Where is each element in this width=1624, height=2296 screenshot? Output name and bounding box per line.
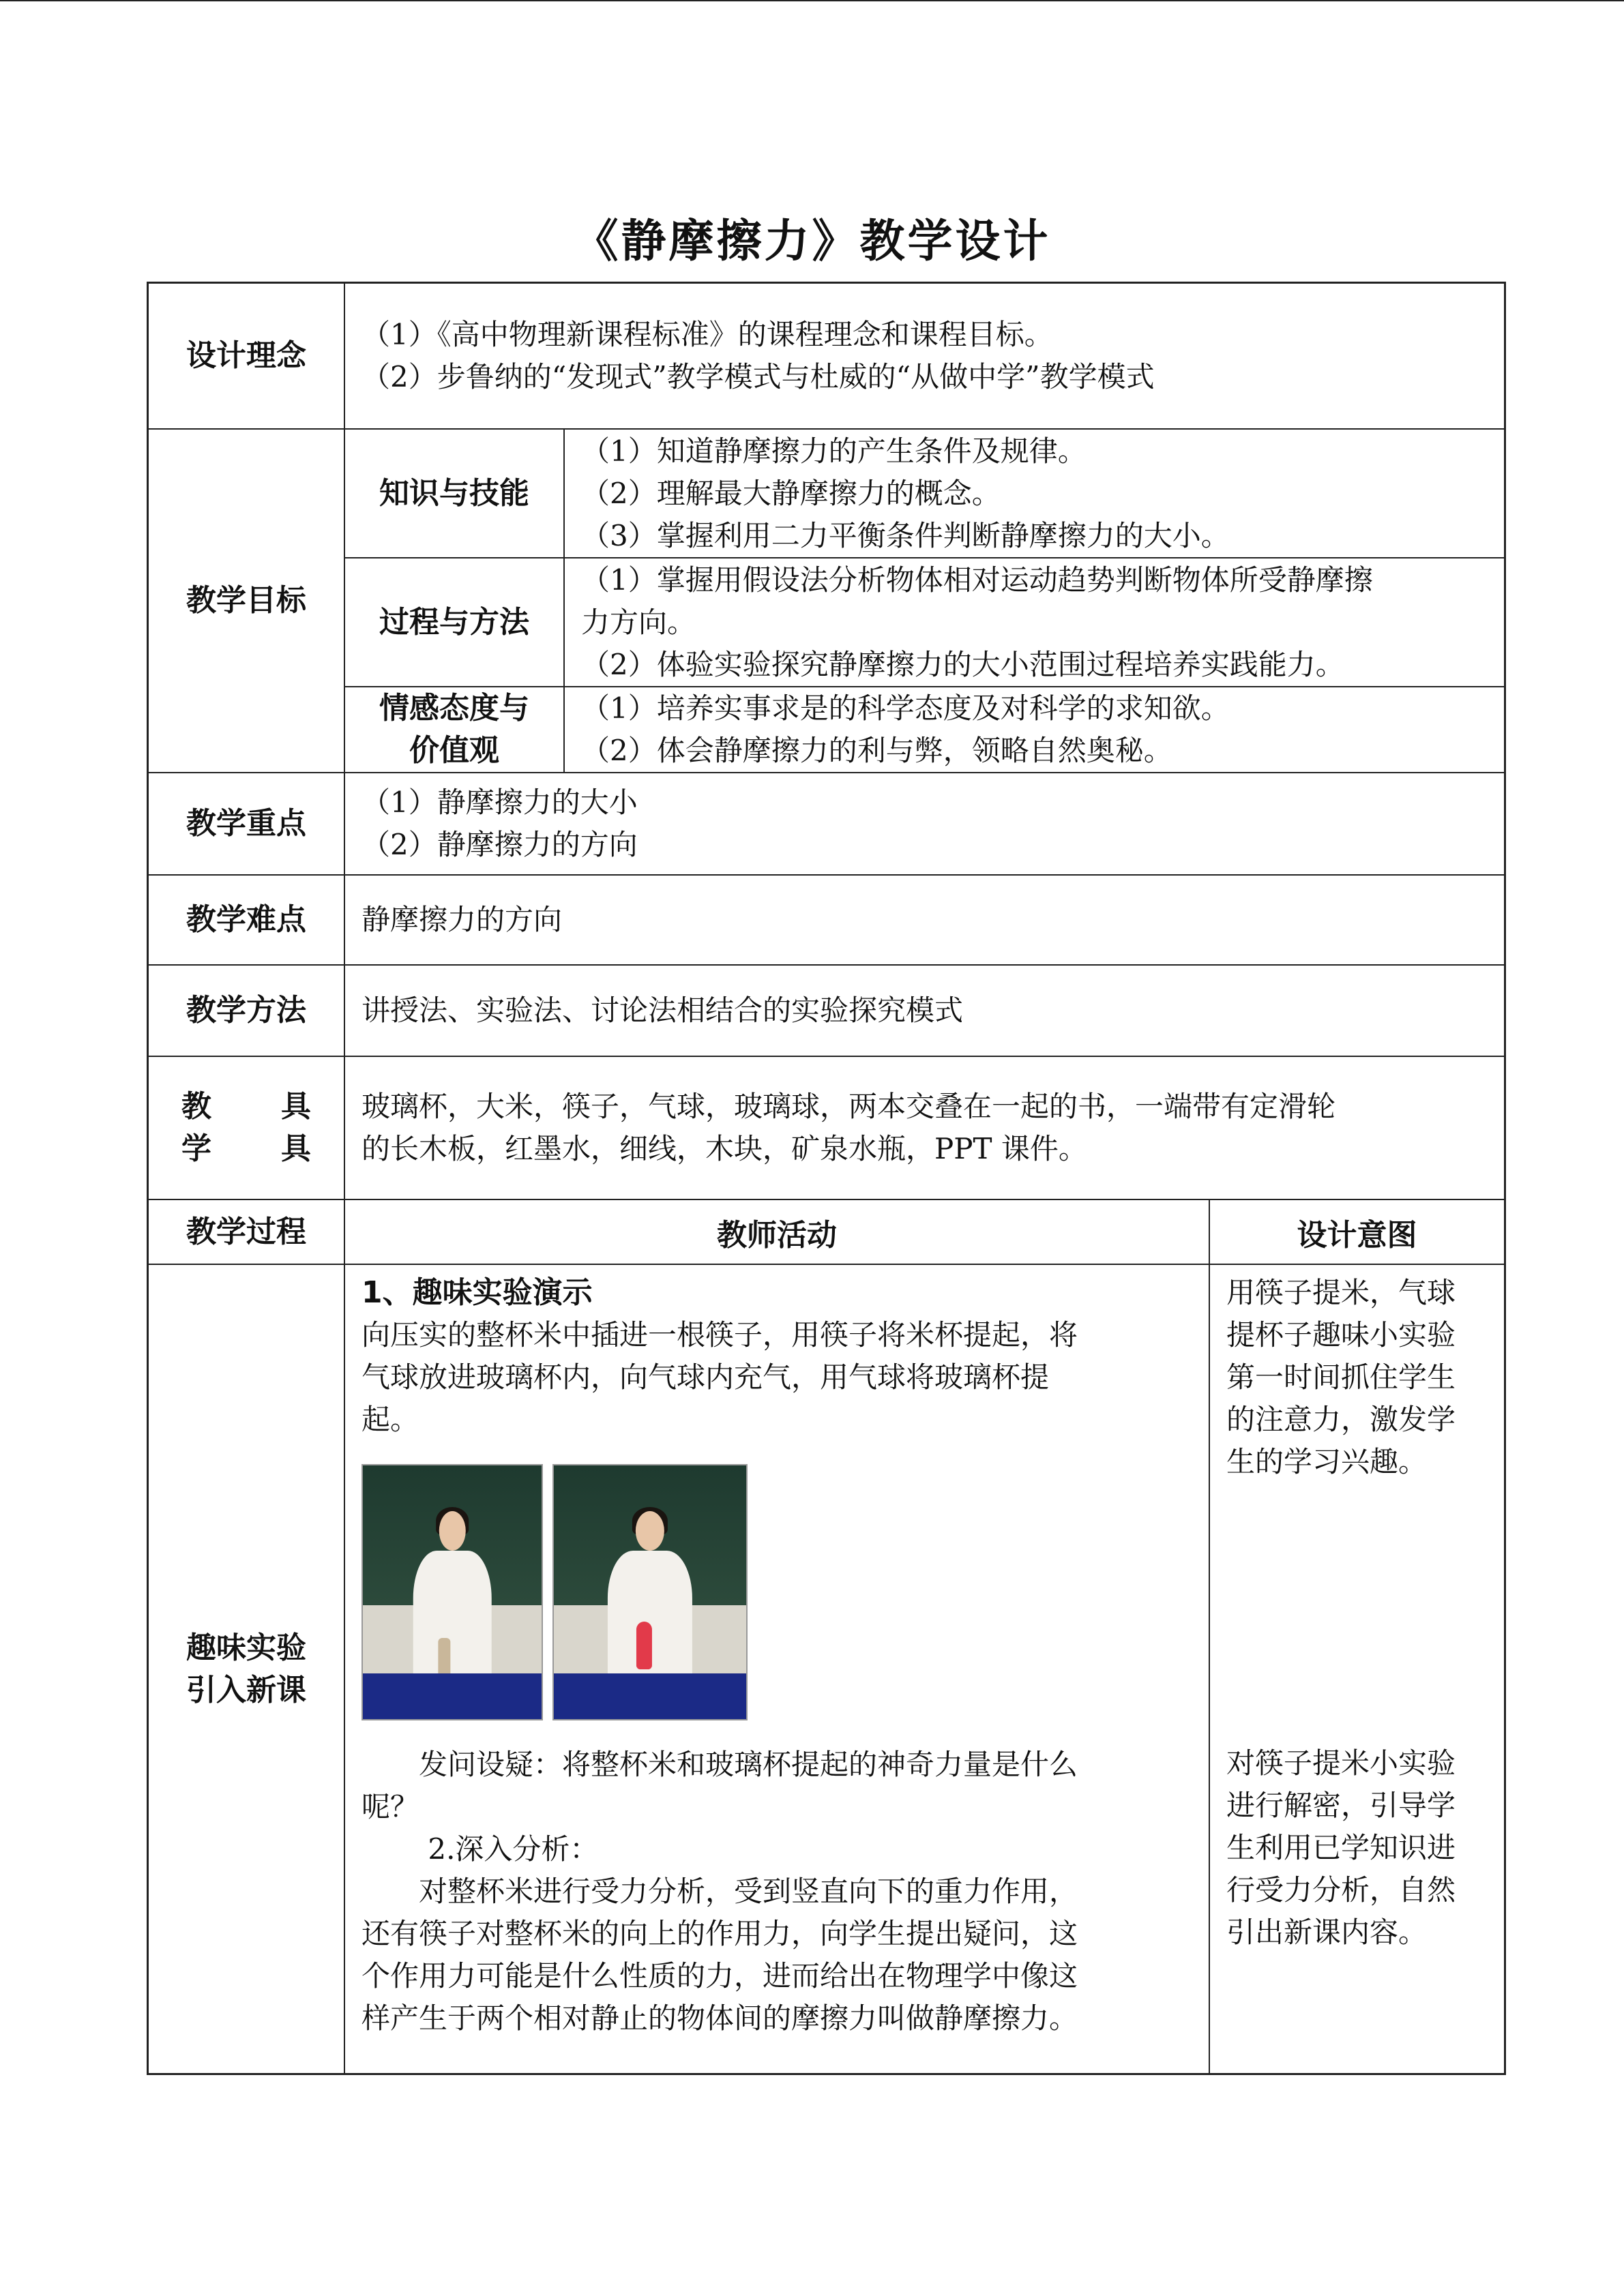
objectives-subtable <box>345 430 1504 772</box>
label-stage-line: 引入新课 <box>186 1672 306 1708</box>
label-tools-line: 教 具 <box>181 1089 311 1124</box>
intent-line: 行受力分析，自然 <box>1226 1873 1456 1907</box>
sub-process <box>345 558 1504 687</box>
knowledge-line: （2）理解最大静摩擦力的概念。 <box>581 476 1001 510</box>
label-key-points: 教学重点 <box>149 773 345 874</box>
header-teacher-activity: 教师活动 <box>345 1200 1210 1264</box>
label-method: 教学方法 <box>149 966 345 1056</box>
knowledge-content <box>565 430 1504 557</box>
design-concept-line: （1）《高中物理新课程标准》的课程理念和课程目标。 <box>361 318 1053 351</box>
row-method <box>149 966 1504 1057</box>
top-border-line <box>0 0 1624 1</box>
analysis-line: 样产生于两个相对静止的物体间的摩擦力叫做静摩擦力。 <box>361 2001 1078 2035</box>
label-stage-line: 趣味实验 <box>186 1630 306 1665</box>
question-line: 呢？ <box>361 1790 419 1823</box>
difficulty-content: 静摩擦力的方向 <box>361 903 563 936</box>
label-emotion-line: 价值观 <box>409 733 499 768</box>
lesson-plan-table <box>147 282 1506 2075</box>
intent-line: 引出新课内容。 <box>1226 1915 1428 1949</box>
demo-photos <box>361 1464 1192 1720</box>
sub-emotion <box>345 687 1504 772</box>
intent-line: 生利用已学知识进 <box>1226 1831 1456 1864</box>
analysis-line: 对整杯米进行受力分析，受到竖直向下的重力作用， <box>361 1875 1078 1908</box>
label-difficulty: 教学难点 <box>149 876 345 964</box>
sub-knowledge <box>345 430 1504 558</box>
knowledge-line: （1）知道静摩擦力的产生条件及规律。 <box>581 434 1087 468</box>
row-key-points <box>149 773 1504 876</box>
design-intent-cell <box>1210 1265 1504 2073</box>
intent-line: 的注意力，激发学 <box>1226 1403 1456 1436</box>
emotion-line: （2）体会静摩擦力的利与弊，领略自然奥秘。 <box>581 734 1172 767</box>
teacher-activity-cell <box>345 1265 1210 2073</box>
activity-line: 气球放进玻璃杯内，向气球内充气，用气球将玻璃杯提 <box>361 1360 1050 1394</box>
row-stage-intro <box>149 1265 1504 2073</box>
label-emotion <box>345 687 565 772</box>
process-line: 力方向。 <box>581 605 696 639</box>
label-tools <box>149 1057 345 1199</box>
knowledge-line: （3）掌握利用二力平衡条件判断静摩擦力的大小。 <box>581 518 1230 552</box>
row-process-header <box>149 1200 1504 1265</box>
label-knowledge: 知识与技能 <box>345 430 565 557</box>
row-objectives <box>149 430 1504 773</box>
intent-line: 对筷子提米小实验 <box>1226 1746 1456 1780</box>
method-content: 讲授法、实验法、讨论法相结合的实验探究模式 <box>361 994 964 1027</box>
emotion-content <box>565 687 1504 772</box>
label-objectives: 教学目标 <box>149 430 345 772</box>
process-content <box>565 558 1504 686</box>
label-design-concept: 设计理念 <box>149 284 345 428</box>
label-emotion-line: 情感态度与 <box>379 691 529 726</box>
header-design-intent: 设计意图 <box>1297 1217 1417 1253</box>
photo-chopstick-rice <box>361 1464 543 1720</box>
emotion-line: （1）培养实事求是的科学态度及对科学的求知欲。 <box>581 691 1230 725</box>
analysis-line: 个作用力可能是什么性质的力，进而给出在物理学中像这 <box>361 1959 1078 1993</box>
tools-line: 的长木板，红墨水，细线，木块，矿泉水瓶，PPT 课件。 <box>361 1132 1087 1165</box>
intent-line: 用筷子提米，气球 <box>1226 1276 1456 1309</box>
activity-line: 起。 <box>361 1403 419 1436</box>
label-process: 过程与方法 <box>345 558 565 686</box>
design-concept-content <box>345 284 1504 428</box>
analysis-line: 还有筷子对整杯米的向上的作用力，向学生提出疑问，这 <box>361 1917 1078 1950</box>
label-stage <box>149 1265 345 2073</box>
row-difficulty <box>149 876 1504 966</box>
intent-line: 提杯子趣味小实验 <box>1226 1318 1456 1352</box>
header-teaching-process: 教学过程 <box>149 1200 345 1264</box>
process-line: （2）体验实验探究静摩擦力的大小范围过程培养实践能力。 <box>581 647 1344 681</box>
key-point-line: （2）静摩擦力的方向 <box>361 828 638 861</box>
activity-heading: 1、趣味实验演示 <box>361 1275 593 1310</box>
intent-line: 进行解密，引导学 <box>1226 1789 1456 1822</box>
label-tools-line: 学 具 <box>181 1131 311 1166</box>
tools-line: 玻璃杯，大米，筷子，气球，玻璃球，两本交叠在一起的书，一端带有定滑轮 <box>361 1090 1336 1123</box>
row-tools <box>149 1057 1504 1200</box>
intent-line: 第一时间抓住学生 <box>1226 1360 1456 1394</box>
process-line: （1）掌握用假设法分析物体相对运动趋势判断物体所受静摩擦 <box>581 563 1373 597</box>
photo-balloon-cup <box>552 1464 748 1720</box>
key-points-content <box>345 773 1504 874</box>
page-title: 《静摩擦力》教学设计 <box>573 214 1051 267</box>
tools-content <box>345 1057 1504 1199</box>
row-design-concept <box>149 284 1504 430</box>
design-concept-line: （2）步鲁纳的“发现式”教学模式与杜威的“从做中学”教学模式 <box>361 360 1155 393</box>
key-point-line: （1）静摩擦力的大小 <box>361 786 638 819</box>
intent-line: 生的学习兴趣。 <box>1226 1445 1428 1478</box>
activity-line: 向压实的整杯米中插进一根筷子，用筷子将米杯提起，将 <box>361 1318 1078 1352</box>
question-line: 发问设疑：将整杯米和玻璃杯提起的神奇力量是什么 <box>361 1748 1078 1781</box>
analysis-heading: 2.深入分析： <box>361 1832 599 1866</box>
